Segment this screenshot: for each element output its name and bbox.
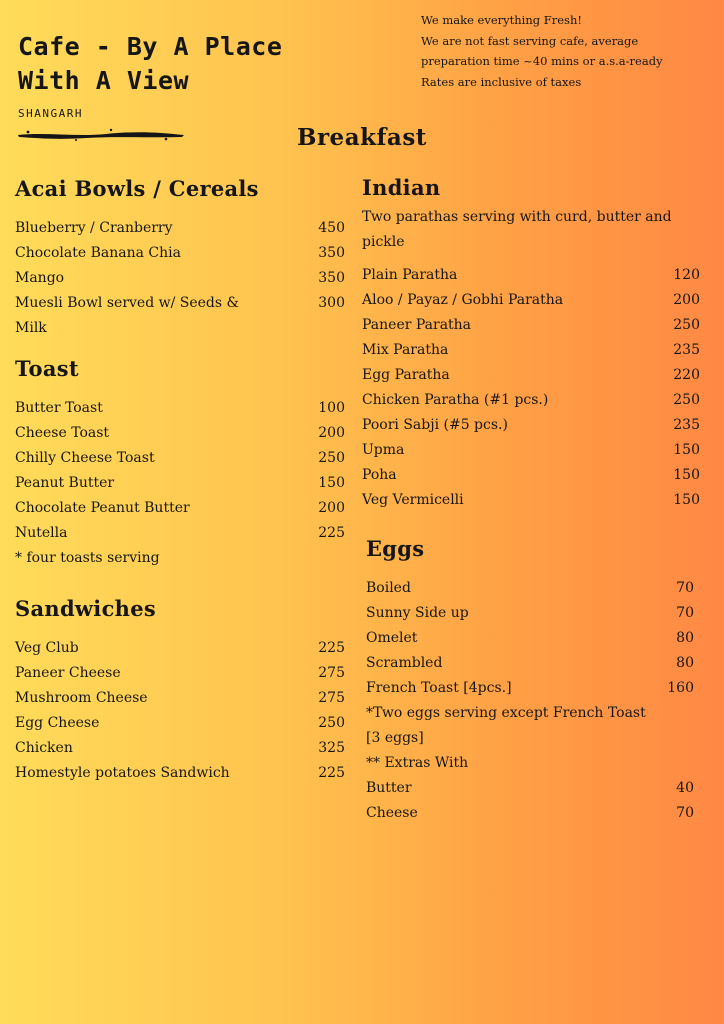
item-name: French Toast [4pcs.]: [366, 680, 512, 696]
item-price: 450: [318, 220, 345, 236]
item-price: 225: [318, 640, 345, 656]
item-name: Cheese: [366, 805, 418, 821]
menu-item: [15, 661, 345, 686]
item-price: 160: [667, 680, 694, 696]
item-name: Homestyle potatoes Sandwich: [15, 765, 230, 781]
item-price: 275: [318, 665, 345, 681]
item-name: Peanut Butter: [15, 475, 115, 491]
item-price: 225: [318, 765, 345, 781]
eggs-note: *Two eggs serving except French Toast [3 eggs]: [366, 705, 646, 746]
menu-item: [15, 421, 345, 446]
brush-stroke-divider: [16, 126, 186, 142]
menu-item: [362, 363, 700, 388]
item-name: Butter: [366, 780, 412, 796]
menu-item: [366, 651, 694, 676]
item-price: 40: [676, 780, 694, 796]
item-name: Egg Paratha: [362, 367, 450, 383]
item-price: 120: [673, 267, 700, 283]
acai-heading: Acai Bowls / Cereals: [15, 176, 259, 201]
item-name: Poha: [362, 467, 397, 483]
menu-item: [15, 711, 345, 736]
item-name: Scrambled: [366, 655, 443, 671]
menu-item: [15, 241, 345, 266]
menu-item: [15, 471, 345, 496]
cafe-title-line-2: With A View: [18, 66, 190, 95]
item-name: Butter Toast: [15, 400, 103, 416]
item-price: 70: [676, 805, 694, 821]
indian-heading: Indian: [362, 175, 441, 200]
item-name: Paneer Paratha: [362, 317, 472, 333]
item-name: Plain Paratha: [362, 267, 458, 283]
menu-item: [362, 488, 700, 513]
item-price: 70: [676, 580, 694, 596]
extras-heading: ** Extras With: [366, 755, 469, 771]
item-price: 80: [676, 630, 694, 646]
item-price: 225: [318, 525, 345, 541]
indian-section: [362, 173, 700, 513]
menu-item: [15, 521, 345, 546]
sandwiches-section: [15, 594, 345, 786]
menu-item: [15, 736, 345, 761]
item-name: Omelet: [366, 630, 418, 646]
acai-section: [15, 174, 345, 341]
item-price: 235: [673, 417, 700, 433]
item-name: Chocolate Banana Chia: [15, 245, 181, 261]
item-price: 70: [676, 605, 694, 621]
item-price: 200: [318, 425, 345, 441]
menu-item: [362, 313, 700, 338]
menu-item: [15, 636, 345, 661]
menu-item: [362, 338, 700, 363]
item-name: Aloo / Payaz / Gobhi Paratha: [362, 292, 564, 308]
menu-item: [15, 266, 345, 291]
toast-note: * four toasts serving: [15, 550, 160, 566]
item-name: Veg Vermicelli: [362, 492, 464, 508]
menu-item: [362, 463, 700, 488]
menu-item: [15, 761, 345, 786]
cafe-notes: [421, 10, 663, 92]
item-price: 150: [673, 492, 700, 508]
cafe-title-line-1: Cafe - By A Place: [18, 32, 283, 61]
item-name: Paneer Cheese: [15, 665, 121, 681]
note-line: Rates are inclusive of taxes: [421, 74, 582, 89]
menu-item: [366, 576, 694, 601]
item-price: 250: [673, 317, 700, 333]
item-price: 100: [318, 400, 345, 416]
item-price: 350: [318, 245, 345, 261]
toast-section: [15, 354, 345, 571]
item-price: 250: [673, 392, 700, 408]
menu-item: [15, 396, 345, 421]
menu-item: [362, 438, 700, 463]
eggs-section: [366, 534, 694, 826]
item-price: 80: [676, 655, 694, 671]
item-name: Poori Sabji (#5 pcs.): [362, 417, 508, 433]
menu-item: [15, 216, 345, 241]
menu-item: [15, 686, 345, 711]
item-name: Cheese Toast: [15, 425, 110, 441]
toast-heading: Toast: [15, 356, 79, 381]
eggs-heading: Eggs: [366, 536, 425, 561]
item-price: 200: [673, 292, 700, 308]
menu-item: [362, 388, 700, 413]
item-price: 300: [318, 295, 345, 311]
item-name: Upma: [362, 442, 405, 458]
note-line: We are not fast serving cafe, average: [421, 33, 639, 48]
item-name: Chocolate Peanut Butter: [15, 500, 190, 516]
item-price: 235: [673, 342, 700, 358]
menu-item: [366, 626, 694, 651]
item-name: Chicken Paratha (#1 pcs.): [362, 392, 549, 408]
item-name: Nutella: [15, 525, 68, 541]
menu-item: [15, 446, 345, 471]
item-price: 220: [673, 367, 700, 383]
menu-item: [15, 496, 345, 521]
item-name: Chicken: [15, 740, 73, 756]
item-price: 150: [673, 467, 700, 483]
item-price: 250: [318, 450, 345, 466]
menu-item: [366, 601, 694, 626]
item-name: Veg Club: [15, 640, 79, 656]
item-name: Muesli Bowl served w/ Seeds & Milk: [15, 295, 239, 336]
menu-item: [362, 288, 700, 313]
item-price: 275: [318, 690, 345, 706]
item-name: Blueberry / Cranberry: [15, 220, 173, 236]
note-line: We make everything Fresh!: [421, 13, 582, 27]
indian-description: Two parathas serving with curd, butter and pickle: [362, 209, 672, 250]
item-price: 200: [318, 500, 345, 516]
note-line: preparation time ~40 mins or a.s.a-ready: [421, 54, 663, 68]
item-price: 350: [318, 270, 345, 286]
item-price: 250: [318, 715, 345, 731]
item-price: 150: [318, 475, 345, 491]
cafe-location: SHANGARH: [18, 107, 83, 120]
item-name: Boiled: [366, 580, 411, 596]
menu-item: [366, 801, 694, 826]
item-name: Sunny Side up: [366, 605, 469, 621]
menu-item: [15, 291, 345, 341]
item-name: Chilly Cheese Toast: [15, 450, 155, 466]
menu-item: [366, 776, 694, 801]
item-name: Mix Paratha: [362, 342, 449, 358]
sandwiches-heading: Sandwiches: [15, 596, 157, 621]
item-price: 325: [318, 740, 345, 756]
cafe-title: [18, 30, 282, 98]
menu-item: [362, 263, 700, 288]
item-name: Egg Cheese: [15, 715, 100, 731]
item-name: Mushroom Cheese: [15, 690, 148, 706]
menu-item: [366, 676, 694, 701]
item-price: 150: [673, 442, 700, 458]
section-title-breakfast: Breakfast: [297, 124, 427, 151]
item-name: Mango: [15, 270, 65, 286]
menu-item: [362, 413, 700, 438]
